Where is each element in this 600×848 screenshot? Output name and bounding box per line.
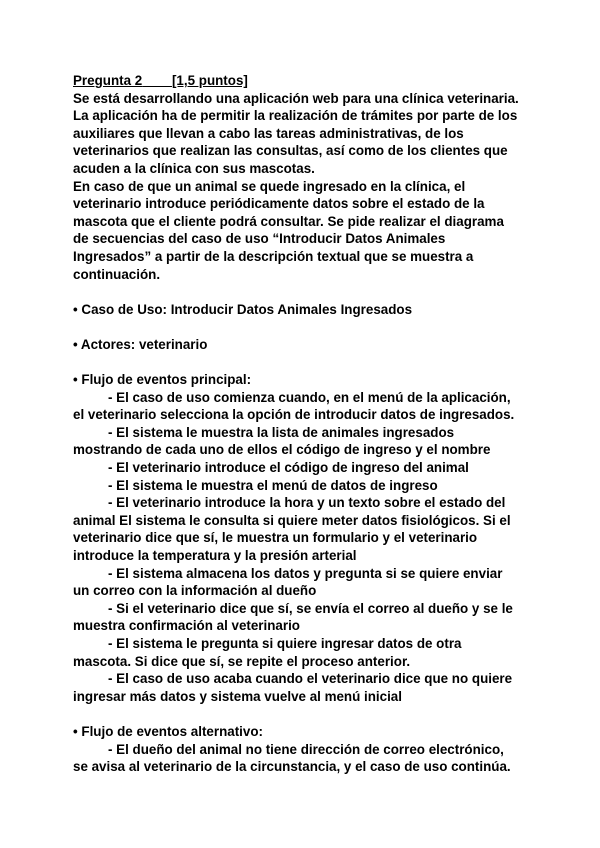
- main-flow-steps: [73, 389, 520, 706]
- main-flow-step: - El sistema le pregunta si quiere ingresar datos de otra mascota. Si dice que sí, se repite el proceso anterior.: [73, 636, 462, 669]
- main-flow-title: • Flujo de eventos principal:: [73, 372, 252, 388]
- alt-flow-title: • Flujo de eventos alternativo:: [73, 723, 263, 739]
- actors-line: • Actores: veterinario: [73, 336, 208, 352]
- main-flow-step: - El sistema le muestra el menú de datos de ingreso: [108, 477, 438, 493]
- question-number: Pregunta 2: [73, 73, 143, 88]
- question-heading: [73, 72, 520, 90]
- main-flow-step: - El sistema le muestra la lista de animales ingresados mostrando de cada uno de ellos el código de ingreso y el nombre: [73, 424, 491, 458]
- use-case-line: • Caso de Uso: Introducir Datos Animales Ingresados: [73, 301, 413, 317]
- main-flow-step: - Si el veterinario dice que sí, se envía el correo al dueño y se le muestra confirmación al veterinario: [73, 600, 513, 634]
- main-flow-step: - El veterinario introduce el código de ingreso del animal: [108, 460, 469, 476]
- question-points: [1,5 puntos]: [171, 73, 248, 88]
- intro-paragraph-1: Se está desarrollando una aplicación web para una clínica veterinaria. La aplicación ha de permitir la realización de trámites por parte de los auxiliares que llevan a cabo las tareas administrativas, de los veterinarios que realizan las consultas, así como de los clientes que acuden a la clínica con sus mascotas.: [73, 90, 519, 176]
- main-flow-step: - El sistema almacena los datos y pregunta si se quiere enviar un correo con la información al dueño: [73, 565, 503, 599]
- main-flow-step: - El caso de uso comienza cuando, en el menú de la aplicación, el veterinario selecciona la opción de introducir datos de ingresados.: [73, 389, 515, 423]
- main-flow-step: - El veterinario introduce la hora y un texto sobre el estado del animal El sistema le consulta si quiere meter datos fisiológicos. Si el veterinario dice que sí, le muestra un formulario y el veterinario introduce la temperatura y la presión arterial: [73, 495, 511, 564]
- alt-flow-steps: [73, 741, 520, 776]
- alt-flow-step: - El dueño del animal no tiene dirección de correo electrónico, se avisa al veterinario de la circunstancia, y el caso de uso continúa.: [73, 741, 511, 775]
- main-flow-step: - El caso de uso acaba cuando el veterinario dice que no quiere ingresar más datos y sistema vuelve al menú inicial: [73, 671, 513, 704]
- intro-paragraph-2: En caso de que un animal se quede ingresado en la clínica, el veterinario introduce periódicamente datos sobre el estado de la mascota que el cliente podrá consultar. Se pide realizar el diagrama de secuencias del caso de uso “Introducir Datos Animales Ingresados” a partir de la descripción textual que se muestra a continuación.: [73, 178, 504, 282]
